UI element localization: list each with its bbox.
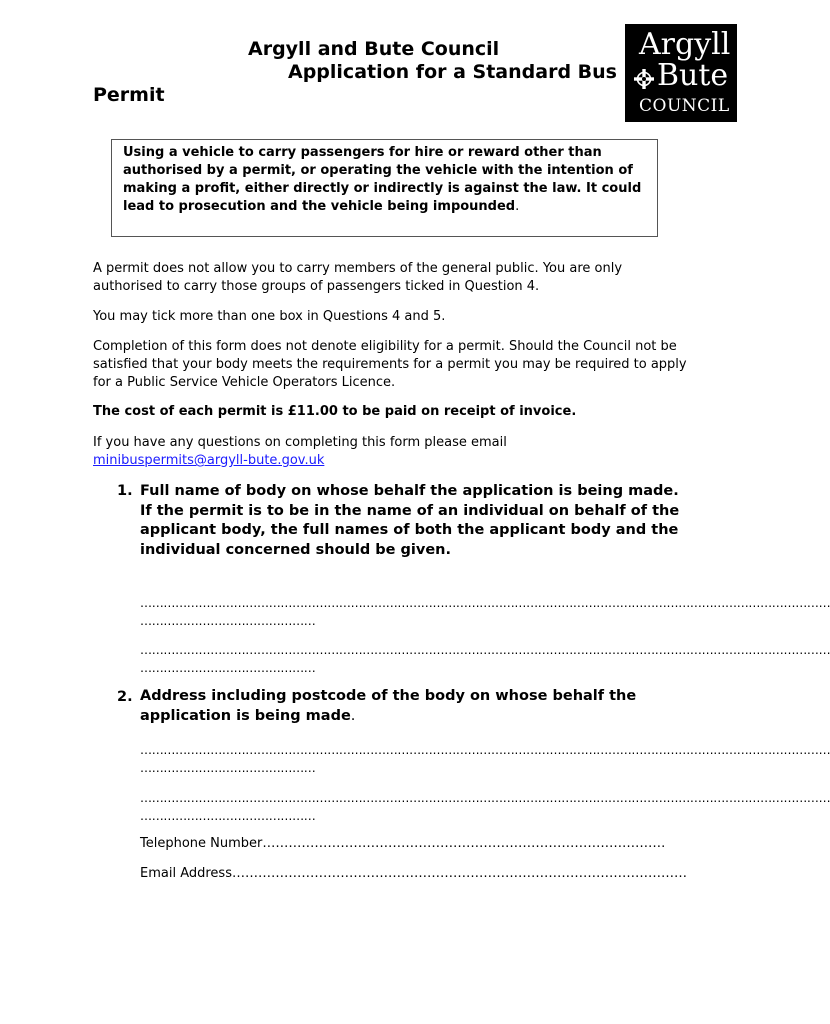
logo-text-argyll: Argyll [639,27,731,62]
warning-end: . [515,199,520,214]
contact-paragraph [93,434,693,470]
answer-line[interactable]: …………………………………………………………………………………………………………………………………………………………… [140,743,830,757]
question-2-end: . [350,707,356,724]
question-1-text: Full name of body on whose behalf the application is being made. If the permit is to be in the name of an individual on behalf of the applicant body, the full names of both the applicant body and the individual concerned should be given. [140,483,680,558]
logo-text-bute: Bute [657,58,729,93]
form-title-line2: Application for a Standard Bus [288,61,617,83]
answer-line[interactable]: ……………………………………… [140,661,316,675]
email-field[interactable]: Email Address…………………………………………………………………………………………… [140,866,687,881]
answer-line[interactable]: ……………………………………… [140,761,316,775]
answer-line[interactable]: …………………………………………………………………………………………………………………………………………………………… [140,791,830,805]
answer-line[interactable]: …………………………………………………………………………………………………………………………………………………………… [140,643,830,657]
question-2-text [140,687,680,726]
logo-text-council: COUNCIL [639,96,730,116]
info-paragraph-3: Completion of this form does not denote eligibility for a permit. Should the Council not be satisfied that your body meets the requirements for a permit you may be required to apply for a Public Service Vehicle Operators Licence. [93,339,687,390]
question-2-label: Address including postcode of the body on whose behalf the application is being made [140,688,637,724]
form-title-line3: Permit [93,84,165,106]
info-paragraph-2: You may tick more than one box in Questions 4 and 5. [93,309,446,324]
info-paragraph-1: A permit does not allow you to carry members of the general public. You are only authorised to carry those groups of passengers ticked in Question 4. [93,261,623,294]
warning-text: Using a vehicle to carry passengers for hire or reward other than authorised by a permit, or operating the vehicle with the intention of making a profit, either directly or indirectly is against the law. It could lead to prosecution and the vehicle being impounded [123,145,642,214]
question-2-number: 2. [117,689,133,705]
answer-line[interactable]: ……………………………………… [140,809,316,823]
council-logo [625,24,737,122]
question-1-number: 1. [117,483,133,499]
telephone-field[interactable]: Telephone Number………………………………………………………………………………… [140,836,666,851]
contact-text: If you have any questions on completing this form please email [93,435,507,450]
answer-line[interactable]: ……………………………………… [140,614,316,628]
email-link[interactable]: minibuspermits@argyll-bute.gov.uk [93,453,325,468]
celtic-cross-icon [633,68,655,90]
cost-paragraph: The cost of each permit is £11.00 to be paid on receipt of invoice. [93,404,577,419]
answer-line[interactable]: …………………………………………………………………………………………………………………………………………………………… [140,596,830,610]
warning-box [111,139,658,237]
form-title-line1: Argyll and Bute Council [248,38,500,60]
